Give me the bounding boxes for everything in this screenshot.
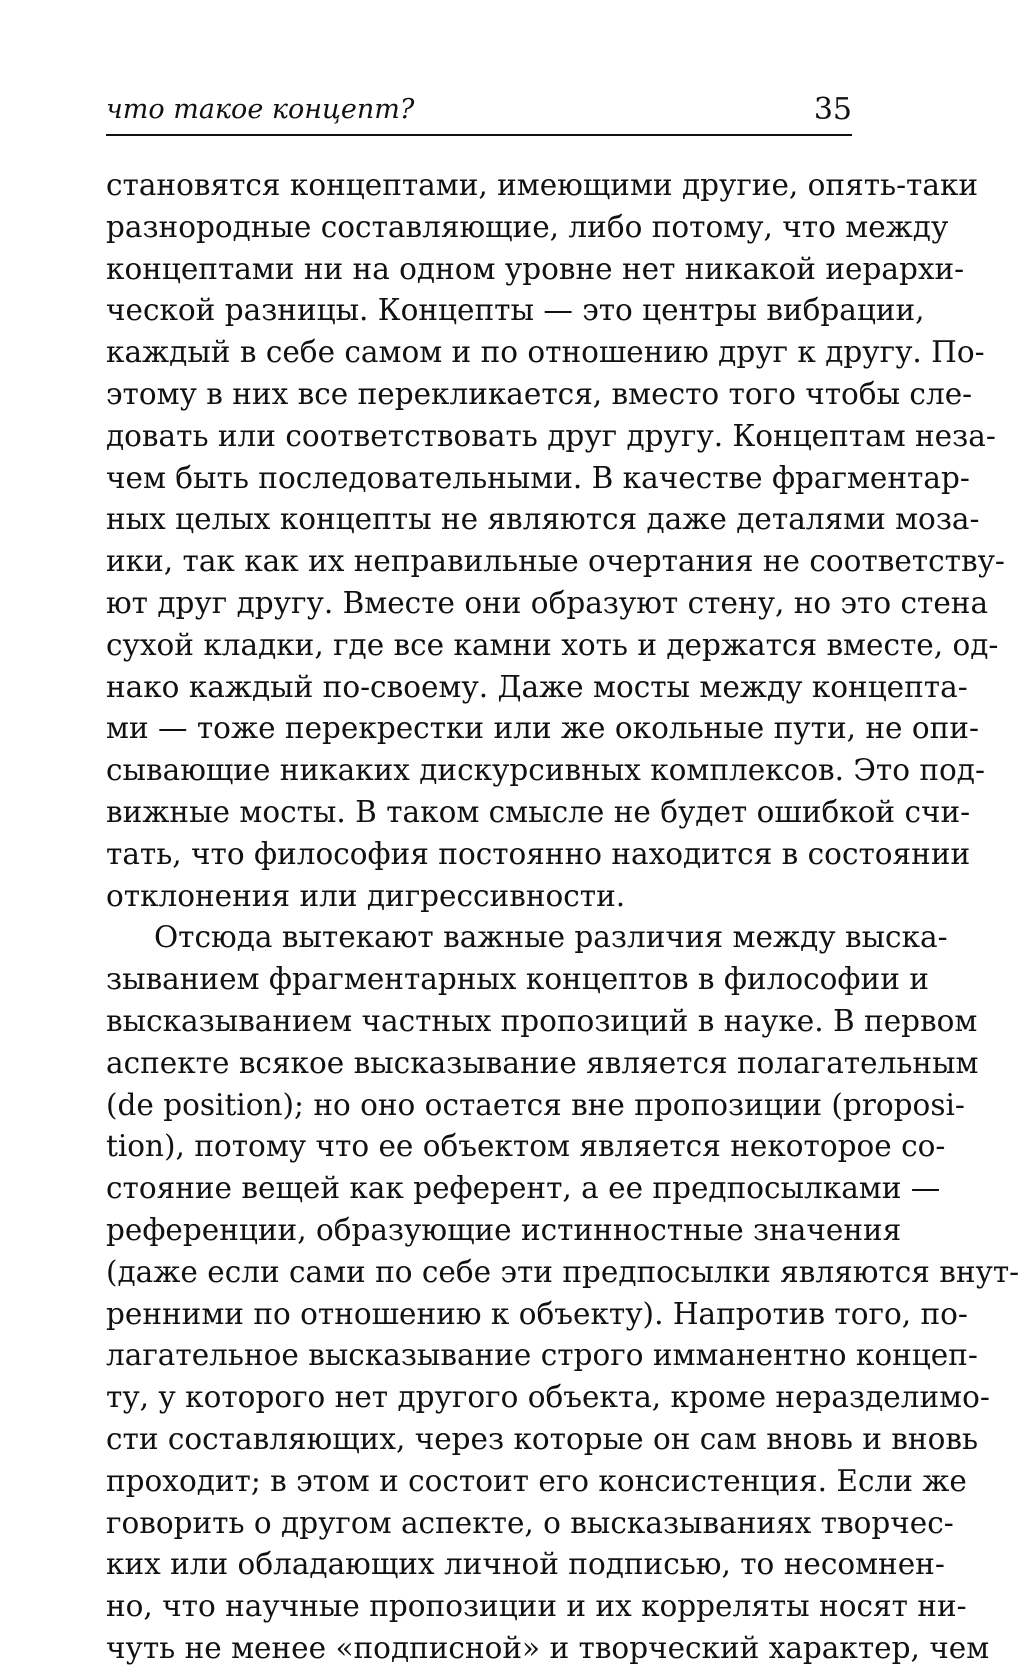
text-line: ных целых концепты не являются даже деталями моза- <box>106 502 980 537</box>
running-head <box>106 92 852 132</box>
text-line: нако каждый по-своему. Даже мосты между концепта- <box>106 669 968 704</box>
text-line: становятся концептами, имеющими другие, опять-таки <box>106 168 979 202</box>
text-line: ики, так как их неправильные очертания не соответству- <box>106 544 1005 579</box>
text-line: tion), потому что ее объектом является некоторое со- <box>106 1129 946 1164</box>
text-line: Отсюда вытекают важные различия между выска- <box>154 920 948 955</box>
text-line: но, что научные пропозиции и их корреляты носят ни- <box>106 1589 967 1624</box>
text-line: ми — тоже перекрестки или же окольные пути, не опи- <box>106 711 979 746</box>
text-line: отклонения или дигрессивности. <box>106 878 626 913</box>
paragraph <box>106 165 1005 917</box>
text-line: (даже если сами по себе эти предпосылки являются внут- <box>106 1254 1019 1289</box>
text-line: ту, у которого нет другого объекта, кроме неразделимо- <box>106 1380 990 1415</box>
text-line: сухой кладки, где все камни хоть и держатся вместе, од- <box>106 627 999 662</box>
text-line: разнородные составляющие, либо потому, что между <box>106 209 949 244</box>
text-line: вижные мосты. В таком смысле не будет ошибкой счи- <box>106 794 971 829</box>
text-line: сывающие никаких дискурсивных комплексов. Это под- <box>106 753 985 788</box>
text-line: говорить о другом аспекте, о высказываниях творчес- <box>106 1505 954 1540</box>
text-line: ких или обладающих личной подписью, то несомнен- <box>106 1547 945 1582</box>
text-line: ренними по отношению к объекту). Напротив того, по- <box>106 1296 968 1331</box>
body-text <box>106 165 1019 1670</box>
text-line: чем быть последовательными. В качестве фрагментар- <box>106 460 970 495</box>
text-line: сти составляющих, через которые он сам вновь и вновь <box>106 1421 979 1456</box>
text-line: чуть не менее «подписной» и творческий характер, чем <box>106 1630 990 1665</box>
running-title: что такое концепт? <box>106 94 415 125</box>
text-line: референции, образующие истинностные значения <box>106 1212 902 1247</box>
text-line: концептами ни на одном уровне нет никакой иерархи- <box>106 251 965 286</box>
text-line: каждый в себе самом и по отношению друг к другу. По- <box>106 335 985 370</box>
text-line: аспекте всякое высказывание является полагательным <box>106 1045 979 1080</box>
page-number: 35 <box>813 92 852 127</box>
text-line: стояние вещей как референт, а ее предпосылками — <box>106 1171 941 1206</box>
text-line: тать, что философия постоянно находится в состоянии <box>106 836 971 871</box>
text-line: высказыванием частных пропозиций в науке. В первом <box>106 1003 978 1038</box>
text-line: ческой разницы. Концепты — это центры вибрации, <box>106 293 925 328</box>
text-line: этому в них все перекликается, вместо того чтобы сле- <box>106 376 973 411</box>
header-rule <box>106 134 852 136</box>
text-line: ют друг другу. Вместе они образуют стену, но это стена <box>106 585 989 620</box>
text-line: (de position); но оно остается вне пропозиции (proposi- <box>106 1087 965 1122</box>
paragraph <box>106 917 1019 1669</box>
text-line: лагательное высказывание строго имманентно концеп- <box>106 1338 978 1373</box>
text-line: довать или соответствовать друг другу. Концептам неза- <box>106 418 996 453</box>
text-line: зыванием фрагментарных концептов в философии и <box>106 962 929 997</box>
text-line: проходит; в этом и состоит его консистенция. Если же <box>106 1463 967 1498</box>
